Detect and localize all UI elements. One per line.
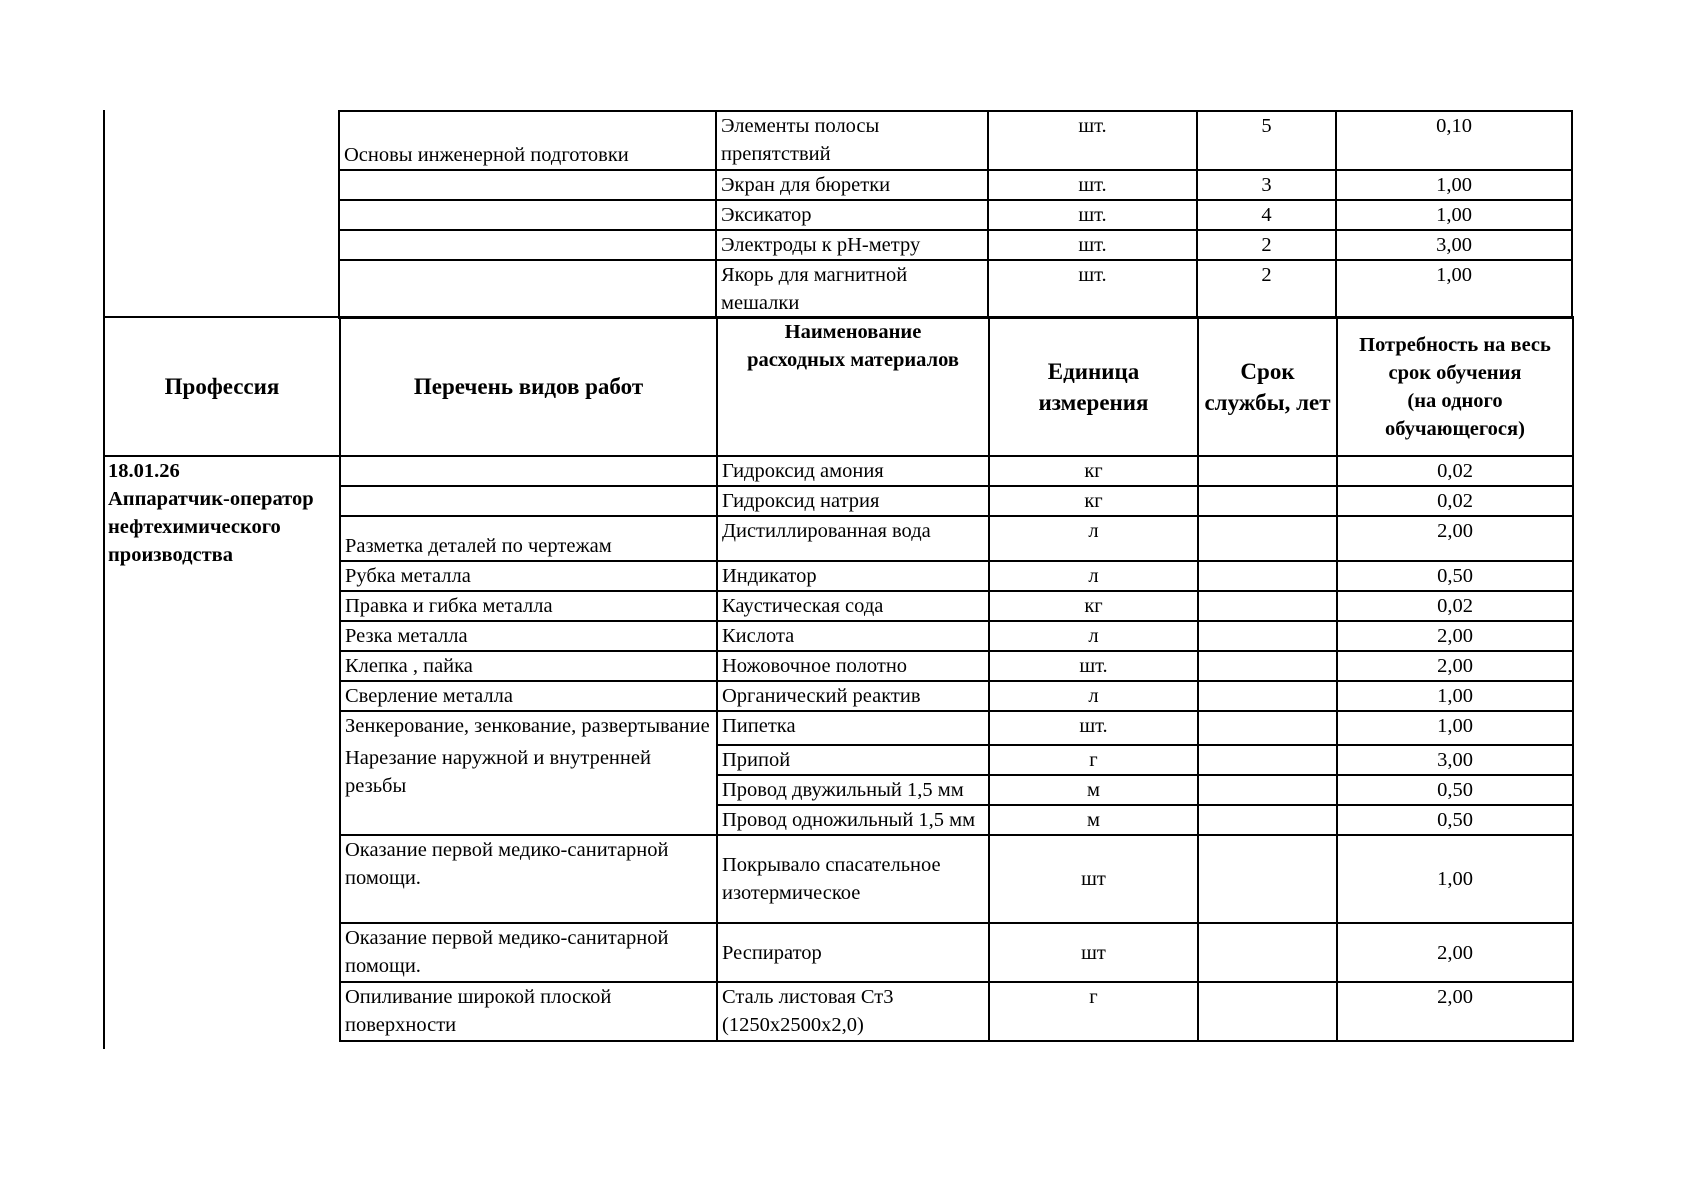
profession-code: 18.01.26 bbox=[108, 460, 180, 482]
header-profession: Профессия bbox=[104, 317, 340, 456]
need-cell: 3,00 bbox=[1336, 230, 1572, 260]
need-cell: 2,00 bbox=[1337, 923, 1573, 982]
work-cell bbox=[340, 486, 717, 516]
need-cell: 1,00 bbox=[1337, 711, 1573, 745]
unit-cell: г bbox=[989, 982, 1198, 1041]
header-need-line2: срок обучения bbox=[1388, 361, 1522, 384]
life-cell bbox=[1198, 516, 1337, 561]
need-cell: 1,00 bbox=[1337, 681, 1573, 711]
need-cell: 1,00 bbox=[1336, 170, 1572, 200]
work-text: Нарезание наружной и внутренней резьбы bbox=[345, 747, 651, 797]
work-text: Зенкерование, зенкование, развертывание bbox=[345, 715, 710, 737]
life-cell: 5 bbox=[1197, 111, 1336, 170]
unit-cell: кг bbox=[989, 486, 1198, 516]
need-cell: 2,00 bbox=[1337, 982, 1573, 1041]
unit-cell: шт. bbox=[988, 170, 1197, 200]
material-cell: Провод одножильный 1,5 мм bbox=[717, 805, 989, 835]
work-cell: Правка и гибка металла bbox=[340, 591, 717, 621]
unit-cell: шт bbox=[989, 923, 1198, 982]
need-cell: 0,50 bbox=[1337, 805, 1573, 835]
need-cell: 1,00 bbox=[1337, 835, 1573, 923]
profession-cell bbox=[104, 456, 340, 1041]
work-cell: Оказание первой медико-санитарной помощи. bbox=[340, 923, 717, 982]
life-cell: 4 bbox=[1197, 200, 1336, 230]
empty-cell bbox=[103, 111, 339, 318]
unit-cell: шт. bbox=[988, 260, 1197, 318]
header-need bbox=[1337, 317, 1573, 456]
need-cell: 0,50 bbox=[1337, 561, 1573, 591]
material-cell: Гидроксид амония bbox=[717, 456, 989, 486]
need-cell: 2,00 bbox=[1337, 621, 1573, 651]
header-material-line1: Наименование bbox=[784, 321, 922, 343]
work-cell bbox=[339, 200, 716, 230]
life-cell bbox=[1198, 775, 1337, 805]
life-cell bbox=[1198, 486, 1337, 516]
life-cell: 3 bbox=[1197, 170, 1336, 200]
header-need-line1: Потребность на весь bbox=[1359, 333, 1551, 356]
life-cell bbox=[1198, 591, 1337, 621]
header-material bbox=[717, 317, 989, 456]
work-cell: Оказание первой медико-санитарной помощи. bbox=[340, 835, 717, 923]
material-cell: Провод двужильный 1,5 мм bbox=[717, 775, 989, 805]
profession-name-line1: Аппаратчик-оператор bbox=[108, 488, 314, 510]
profession-name-line3: производства bbox=[108, 544, 233, 566]
need-cell: 0,10 bbox=[1336, 111, 1572, 170]
material-cell: Сталь листовая Ст3 (1250х2500х2,0) bbox=[717, 982, 989, 1041]
life-cell bbox=[1198, 621, 1337, 651]
need-cell: 0,02 bbox=[1337, 456, 1573, 486]
need-cell: 1,00 bbox=[1336, 260, 1572, 318]
continuation-table bbox=[103, 110, 1573, 319]
work-cell-group bbox=[340, 711, 717, 835]
material-cell: Ножовочное полотно bbox=[717, 651, 989, 681]
table-header-row bbox=[104, 317, 1573, 456]
unit-cell: шт. bbox=[988, 200, 1197, 230]
header-need-line3: (на одного bbox=[1407, 389, 1503, 412]
life-cell bbox=[1198, 651, 1337, 681]
unit-cell: л bbox=[989, 681, 1198, 711]
work-cell: Опиливание широкой плоской поверхности bbox=[340, 982, 717, 1041]
header-unit: Единица измерения bbox=[989, 317, 1198, 456]
unit-cell: л bbox=[989, 561, 1198, 591]
life-cell bbox=[1198, 456, 1337, 486]
material-cell: Пипетка bbox=[717, 711, 989, 745]
life-cell bbox=[1198, 923, 1337, 982]
profession-name-line2: нефтехимического bbox=[108, 516, 281, 538]
unit-cell: шт. bbox=[988, 230, 1197, 260]
unit-cell: шт. bbox=[989, 711, 1198, 745]
table-row bbox=[104, 456, 1573, 486]
unit-cell: кг bbox=[989, 591, 1198, 621]
work-cell bbox=[339, 230, 716, 260]
life-cell bbox=[1198, 711, 1337, 745]
unit-cell: кг bbox=[989, 456, 1198, 486]
life-cell bbox=[1198, 681, 1337, 711]
unit-cell: шт bbox=[989, 835, 1198, 923]
material-cell: Эксикатор bbox=[716, 200, 988, 230]
material-cell: Гидроксид натрия bbox=[717, 486, 989, 516]
work-cell: Резка металла bbox=[340, 621, 717, 651]
work-cell bbox=[340, 456, 717, 486]
header-need-line4: обучающегося) bbox=[1385, 417, 1525, 440]
material-cell: Дистиллированная вода bbox=[717, 516, 989, 561]
unit-cell: г bbox=[989, 745, 1198, 775]
header-life: Срок службы, лет bbox=[1198, 317, 1337, 456]
material-cell: Электроды к рН-метру bbox=[716, 230, 988, 260]
need-cell: 2,00 bbox=[1337, 651, 1573, 681]
material-cell: Каустическая сода bbox=[717, 591, 989, 621]
material-cell: Элементы полосы препятствий bbox=[716, 111, 988, 170]
need-cell: 0,02 bbox=[1337, 486, 1573, 516]
material-cell: Экран для бюретки bbox=[716, 170, 988, 200]
header-material-line2: расходных материалов bbox=[747, 349, 959, 371]
material-cell: Кислота bbox=[717, 621, 989, 651]
need-cell: 0,50 bbox=[1337, 775, 1573, 805]
need-cell: 2,00 bbox=[1337, 516, 1573, 561]
header-works: Перечень видов работ bbox=[340, 317, 717, 456]
life-cell: 2 bbox=[1197, 230, 1336, 260]
material-cell: Индикатор bbox=[717, 561, 989, 591]
unit-cell: шт. bbox=[989, 651, 1198, 681]
need-cell: 1,00 bbox=[1336, 200, 1572, 230]
work-cell: Разметка деталей по чертежам bbox=[340, 516, 717, 561]
life-cell bbox=[1198, 805, 1337, 835]
work-cell: Рубка металла bbox=[340, 561, 717, 591]
life-cell bbox=[1198, 835, 1337, 923]
material-cell: Органический реактив bbox=[717, 681, 989, 711]
life-cell bbox=[1198, 982, 1337, 1041]
need-cell: 3,00 bbox=[1337, 745, 1573, 775]
life-cell: 2 bbox=[1197, 260, 1336, 318]
material-cell: Покрывало спасательное изотермическое bbox=[717, 835, 989, 923]
unit-cell: м bbox=[989, 805, 1198, 835]
work-cell: Клепка , пайка bbox=[340, 651, 717, 681]
material-cell: Респиратор bbox=[717, 923, 989, 982]
life-cell bbox=[1198, 745, 1337, 775]
unit-cell: шт. bbox=[988, 111, 1197, 170]
work-cell bbox=[339, 170, 716, 200]
unit-cell: л bbox=[989, 516, 1198, 561]
unit-cell: м bbox=[989, 775, 1198, 805]
work-cell bbox=[339, 260, 716, 318]
material-cell: Припой bbox=[717, 745, 989, 775]
material-cell: Якорь для магнитной мешалки bbox=[716, 260, 988, 318]
unit-cell: л bbox=[989, 621, 1198, 651]
table-row bbox=[103, 111, 1572, 170]
work-cell: Сверление металла bbox=[340, 681, 717, 711]
need-cell: 0,02 bbox=[1337, 591, 1573, 621]
work-cell: Основы инженерной подготовки bbox=[339, 111, 716, 170]
life-cell bbox=[1198, 561, 1337, 591]
materials-table bbox=[103, 316, 1574, 1042]
